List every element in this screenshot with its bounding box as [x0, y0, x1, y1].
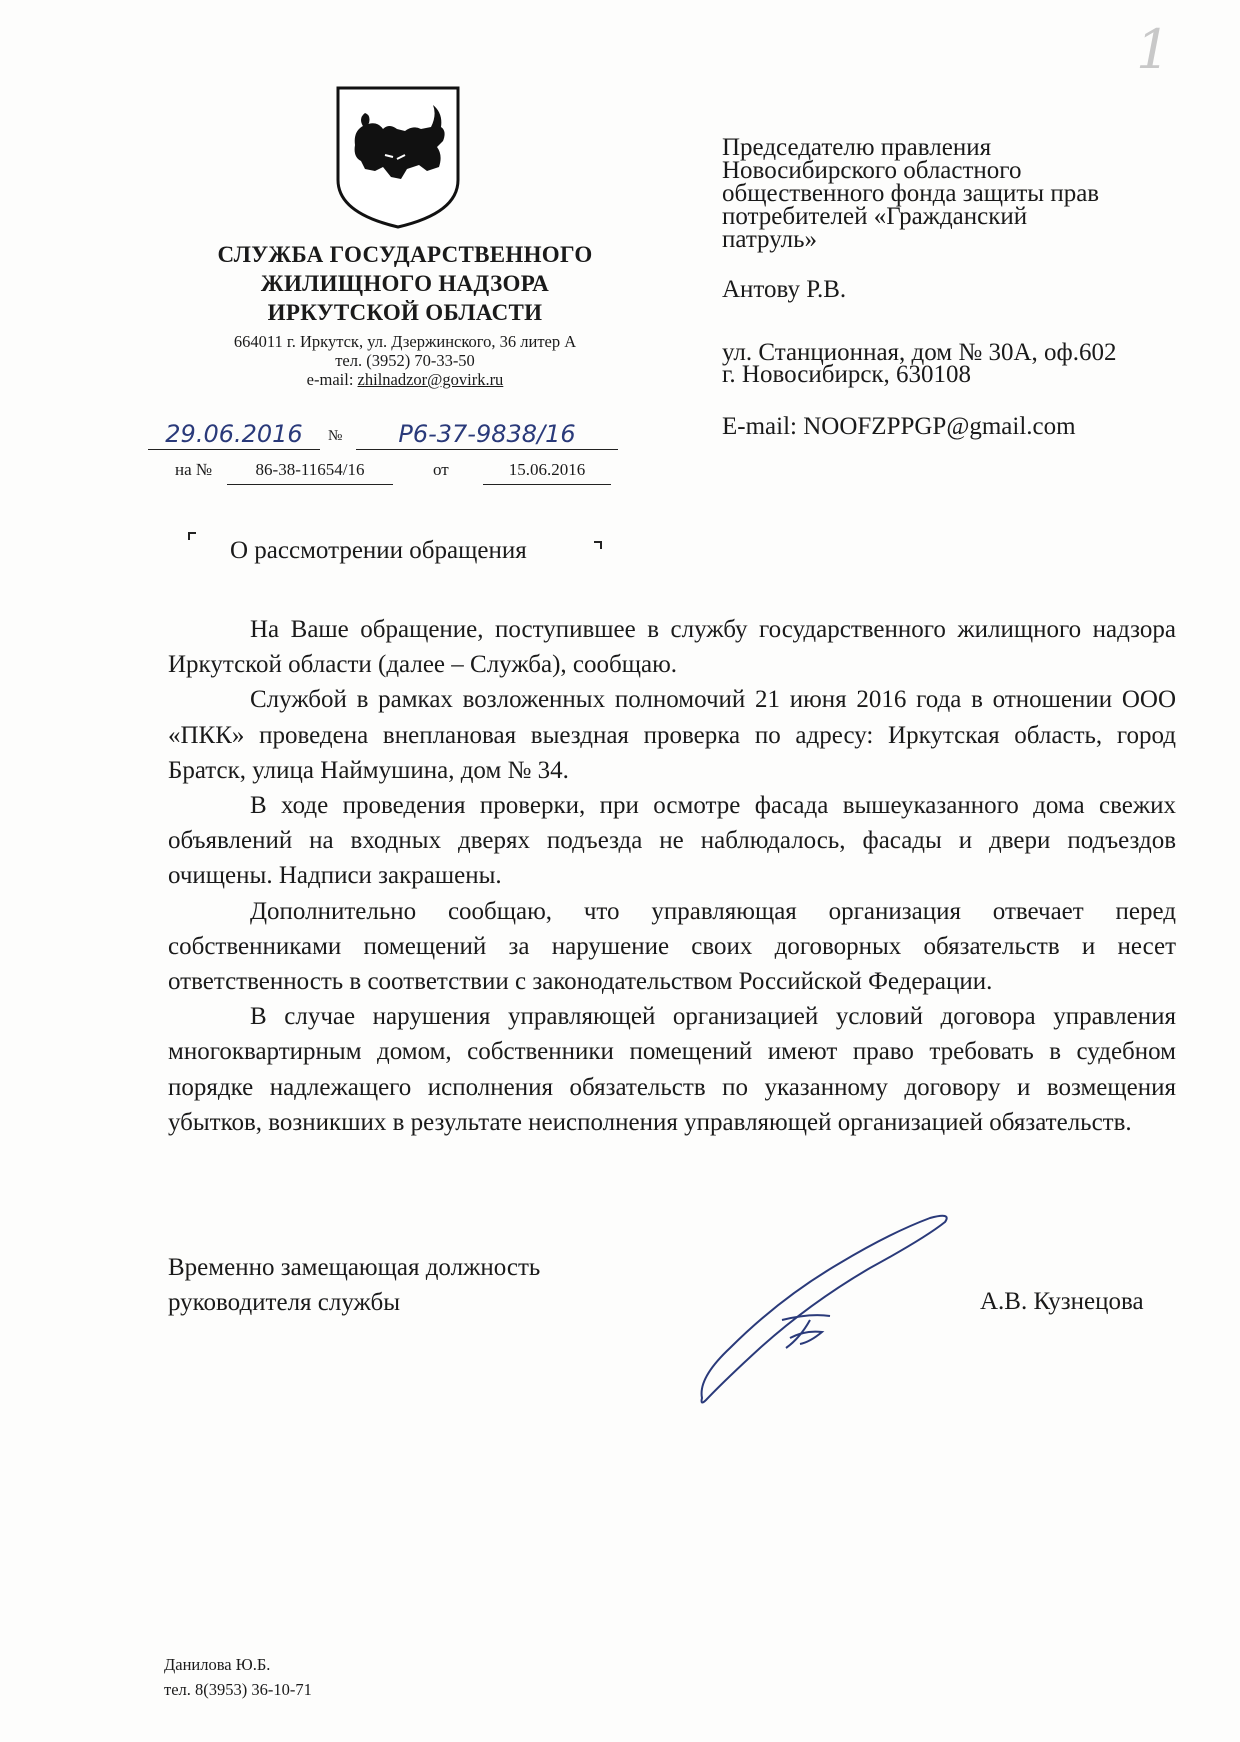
coat-of-arms-emblem — [335, 85, 461, 230]
body-paragraph: Службой в рамках возложенных полномочий 21 июня 2016 года в отношении ООО «ПКК» проведена внеплановая выездная проверка по адресу: Иркутская область, город Братск, улица Наймушина, дом № 34. — [168, 686, 1176, 784]
org-email-link[interactable]: zhilnadzor@govirk.ru — [357, 370, 504, 389]
incoming-number-label: на № — [175, 460, 213, 479]
letter-subject: О рассмотрении обращения — [230, 537, 527, 564]
body-paragraph: На Ваше обращение, поступившее в службу государственного жилищного надзора Иркутской области (далее – Служба), сообщаю. — [168, 616, 1176, 679]
registration-row — [148, 420, 618, 456]
signatory-title — [168, 1250, 540, 1320]
executor-name: Данилова Ю.Б. — [164, 1655, 271, 1674]
recipient-line: общественного фонда защиты прав — [722, 180, 1100, 207]
recipient-line: потребителей «Гражданский — [722, 203, 1028, 230]
letter-body — [168, 612, 1176, 1140]
org-email-line — [160, 370, 650, 389]
handwritten-signature — [690, 1208, 990, 1408]
registration-date: 29.06.2016 — [148, 420, 320, 450]
signatory-title-line: руководителя службы — [168, 1289, 401, 1316]
signatory-name: А.В. Кузнецова — [980, 1288, 1144, 1315]
org-address: 664011 г. Иркутск, ул. Дзержинского, 36 литер А — [233, 332, 577, 351]
incoming-reference-row — [175, 458, 615, 488]
incoming-number: 86-38-11654/16 — [227, 460, 393, 485]
subject-corner-right — [594, 541, 602, 549]
recipient-position — [722, 136, 1192, 251]
executor-phone: тел. 8(3953) 36-10-71 — [164, 1680, 312, 1699]
body-paragraph: В ходе проведения проверки, при осмотре фасада вышеуказанного дома свежих объявлений на входных дверях подъезда не наблюдалось, фасады и двери подъездов очищены. Надписи закрашены. — [168, 792, 1176, 890]
recipient-address-line: ул. Станционная, дом № 30А, оф.602 — [722, 339, 1117, 366]
body-paragraph: Дополнительно сообщаю, что управляющая организация отвечает перед собственниками помещений за нарушение своих договорных обязательств и несет ответственность в соответствии с законодательством Российской Федерации. — [168, 897, 1176, 996]
recipient-line: патруль» — [722, 226, 818, 253]
org-name-line: ЖИЛИЩНОГО НАДЗОРА — [260, 271, 550, 296]
registration-number-label: № — [328, 428, 343, 444]
executor-info — [164, 1652, 312, 1702]
subject-corner-left — [188, 532, 196, 540]
incoming-date-label: от — [433, 460, 449, 479]
recipient-line: Новосибирского областного — [722, 157, 1022, 184]
org-phone: тел. (3952) 70-33-50 — [335, 351, 475, 370]
recipient-address-line: г. Новосибирск, 630108 — [722, 361, 972, 388]
org-name-line: СЛУЖБА ГОСУДАРСТВЕННОГО — [217, 242, 593, 267]
org-name-line: ИРКУТСКОЙ ОБЛАСТИ — [267, 300, 543, 325]
recipient-line: Председателю правления — [722, 134, 992, 161]
incoming-date: 15.06.2016 — [483, 460, 611, 485]
recipient-name: Антову Р.В. — [722, 276, 847, 303]
body-paragraph: В случае нарушения управляющей организацией условий договора управления многоквартирным домом, собственники помещений имеют право требовать в судебном порядке надлежащего исполнения обязательств по указанному договору и возмещения убытков, возникших в результате неисполнения управляющей организацией обязательств. — [168, 1003, 1176, 1136]
organization-name — [160, 240, 650, 327]
recipient-email: E-mail: NOOFZPPGP@gmail.com — [722, 413, 1076, 440]
org-email-label: e-mail: — [306, 370, 354, 389]
page-number: 1 — [1136, 18, 1171, 81]
signatory-title-line: Временно замещающая должность — [168, 1254, 541, 1281]
recipient-address — [722, 339, 1117, 388]
registration-number: Р6-37-9838/16 — [356, 420, 618, 450]
organization-contacts — [160, 332, 650, 389]
